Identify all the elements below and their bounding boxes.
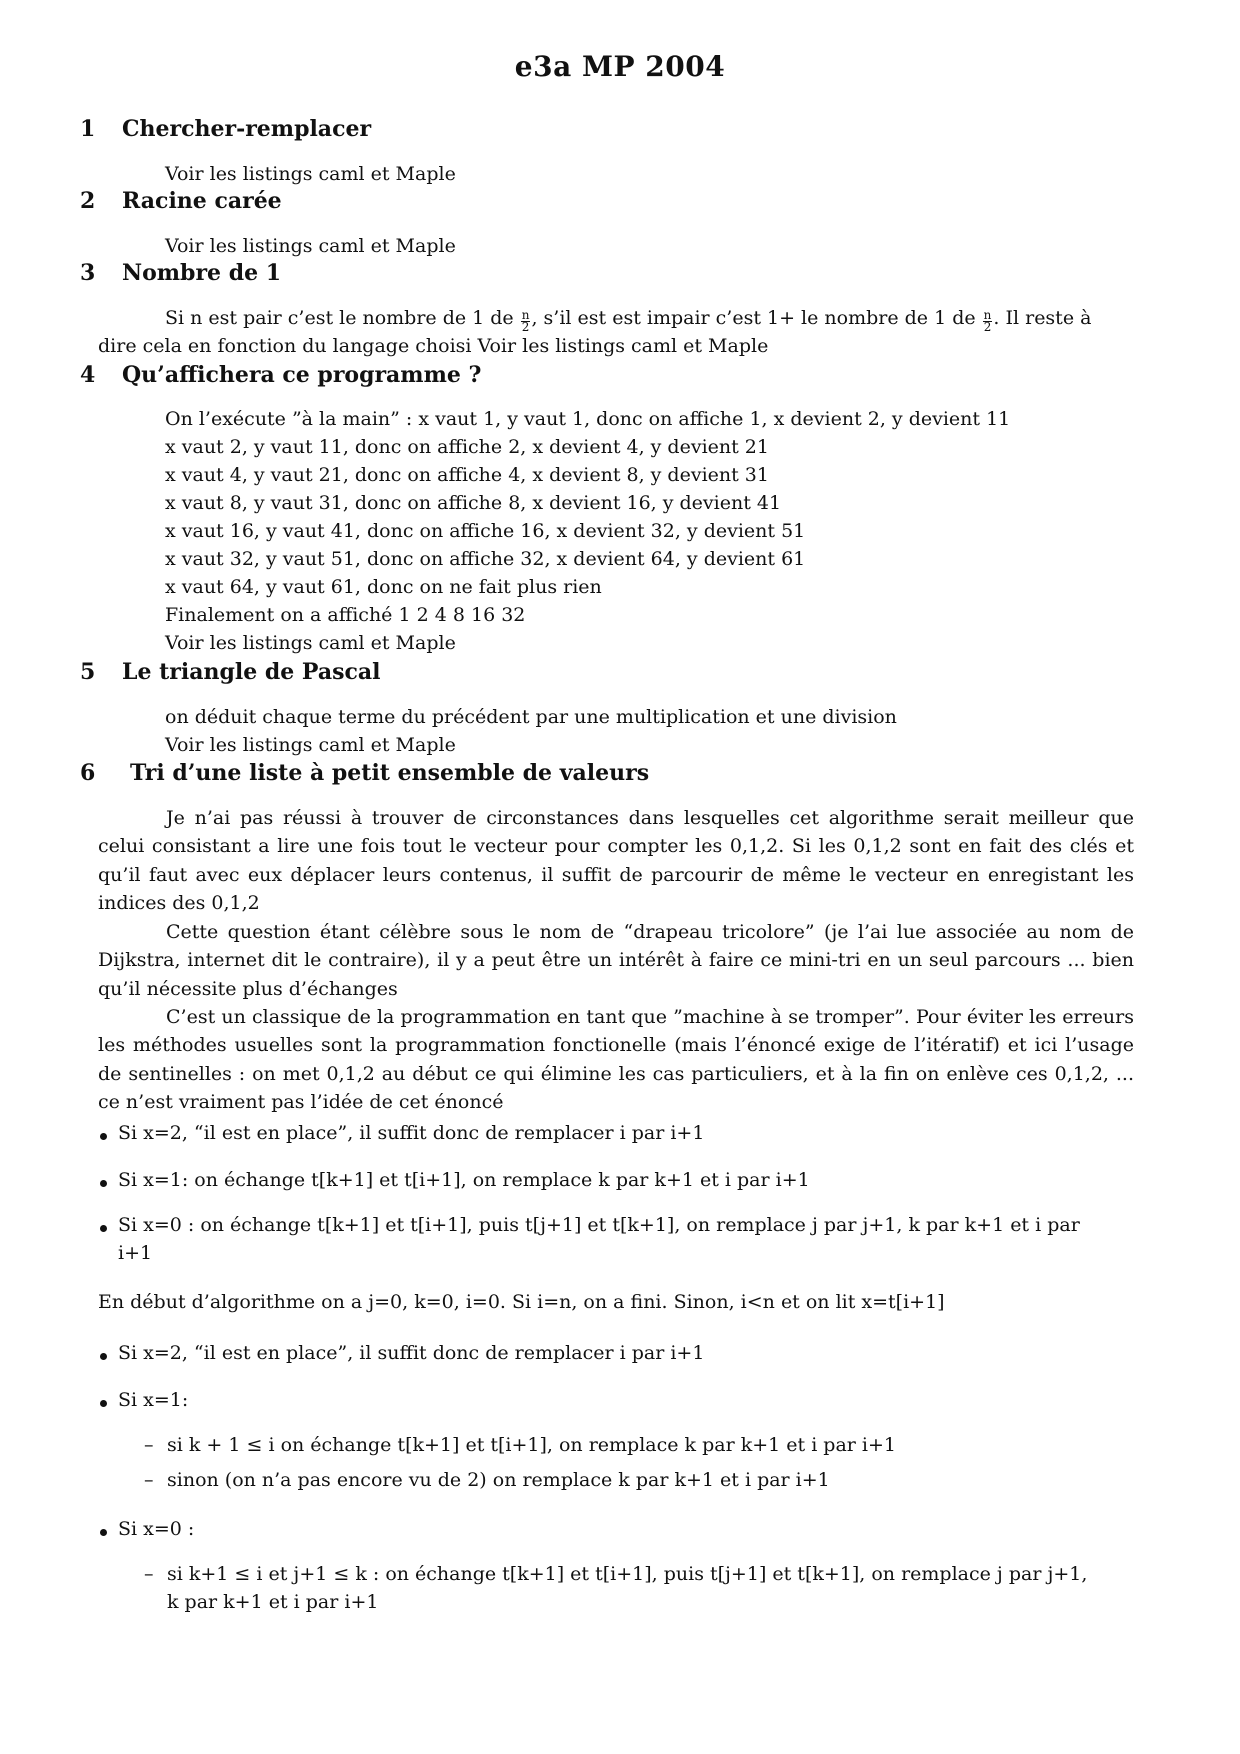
section-heading-4 bbox=[80, 362, 481, 388]
section-3-line-2: dire cela en fonction du langage choisi Voir les listings caml et Maple bbox=[98, 335, 769, 357]
sub-list-item-continuation: k par k+1 et i par i+1 bbox=[167, 1591, 379, 1613]
section-title: Le triangle de Pascal bbox=[122, 659, 381, 685]
section-heading-5 bbox=[80, 659, 381, 685]
list-item: Si x=0 : bbox=[118, 1518, 195, 1540]
dash-marker: – bbox=[144, 1469, 154, 1491]
trace-line: x vaut 32, y vaut 51, donc on affiche 32, x devient 64, y devient 61 bbox=[165, 548, 806, 570]
sub-list-item: si k + 1 ≤ i on échange t[k+1] et t[i+1], on remplace k par k+1 et i par i+1 bbox=[167, 1434, 897, 1456]
bullet-icon bbox=[100, 1400, 107, 1407]
trace-line: x vaut 4, y vaut 21, donc on affiche 4, x devient 8, y devient 31 bbox=[165, 464, 769, 486]
bullet-icon bbox=[100, 1353, 107, 1360]
trace-line: x vaut 8, y vaut 31, donc on affiche 8, x devient 16, y devient 41 bbox=[165, 492, 782, 514]
trace-line: Finalement on a affiché 1 2 4 8 16 32 bbox=[165, 604, 526, 626]
dash-marker: – bbox=[144, 1434, 154, 1456]
section-title: Tri d’une liste à petit ensemble de valeurs bbox=[130, 760, 650, 786]
section-number: 2 bbox=[80, 188, 96, 214]
fraction-n-over-2: $\frac{n}{2}$ bbox=[983, 308, 992, 334]
list-item: Si x=1: on échange t[k+1] et t[i+1], on remplace k par k+1 et i par i+1 bbox=[118, 1169, 810, 1191]
section-title: Qu’affichera ce programme ? bbox=[122, 362, 482, 388]
list-item-continuation: i+1 bbox=[118, 1242, 153, 1264]
bullet-icon bbox=[100, 1180, 107, 1187]
list-item: Si x=2, “il est en place”, il suffit donc de remplacer i par i+1 bbox=[118, 1122, 705, 1144]
section-2-text: Voir les listings caml et Maple bbox=[165, 235, 456, 257]
section-number: 6 bbox=[80, 760, 96, 786]
paragraph: Cette question étant célèbre sous le nom de “drapeau tricolore” (je l’ai lue associée au nom de Dijkstra, internet dit le contraire), il y a peut être un intérêt à faire ce mini-tri en un seul parcours ... bien qu’il nécessite plus d’échanges bbox=[98, 921, 1134, 1000]
trace-line: x vaut 2, y vaut 11, donc on affiche 2, x devient 4, y devient 21 bbox=[165, 436, 769, 458]
section-3-line-1: Si n est pair c’est le nombre de 1 de $\frac{n}{2}$ , s’il est est impair c’est 1+ le nombre de 1 de $\frac{n}{2}$ . Il reste à bbox=[165, 307, 1092, 334]
list-item: Si x=1: bbox=[118, 1389, 189, 1411]
section-5-line: on déduit chaque terme du précédent par une multiplication et une division bbox=[165, 706, 897, 728]
bullet-icon bbox=[100, 1529, 107, 1536]
list-item: Si x=2, “il est en place”, il suffit donc de remplacer i par i+1 bbox=[118, 1342, 705, 1364]
trace-line: x vaut 16, y vaut 41, donc on affiche 16, x devient 32, y devient 51 bbox=[165, 520, 806, 542]
paragraph: Je n’ai pas réussi à trouver de circonstances dans lesquelles cet algorithme serait meilleur que celui consistant a lire une fois tout le vecteur pour compter les 0,1,2. Si les 0,1,2 sont en fait des clés et qu’il faut avec eux déplacer leurs contenus, il suffit de parcourir de même le vecteur en enregistant les indices des 0,1,2 bbox=[98, 807, 1134, 915]
section-heading-3 bbox=[80, 260, 281, 286]
bullet-icon bbox=[100, 1133, 107, 1140]
section-number: 3 bbox=[80, 260, 96, 286]
paragraph: C’est un classique de la programmation en tant que ”machine à se tromper”. Pour éviter les erreurs les méthodes usuelles sont la programmation fonctionelle (mais l’énoncé exige de l’itératif) et ici l’usage de sentinelles : on met 0,1,2 au début ce qui élimine les cas particuliers, et à la fin on enlève ces 0,1,2, ... ce n’est vraiment pas l’idée de cet énoncé bbox=[98, 1006, 1134, 1114]
dash-marker: – bbox=[144, 1563, 154, 1585]
sub-list-item: sinon (on n’a pas encore vu de 2) on remplace k par k+1 et i par i+1 bbox=[167, 1469, 830, 1491]
bullet-icon bbox=[100, 1225, 107, 1232]
section-title: Chercher-remplacer bbox=[122, 116, 372, 142]
section-heading-2 bbox=[80, 188, 282, 214]
section-1-text: Voir les listings caml et Maple bbox=[165, 163, 456, 185]
section-heading-6 bbox=[80, 760, 649, 786]
trace-line: x vaut 64, y vaut 61, donc on ne fait plus rien bbox=[165, 576, 602, 598]
section-number: 1 bbox=[80, 116, 96, 142]
list-item: Si x=0 : on échange t[k+1] et t[i+1], puis t[j+1] et t[k+1], on remplace j par j+1, k par k+1 et i par bbox=[118, 1214, 1080, 1236]
trace-line: On l’exécute ”à la main” : x vaut 1, y vaut 1, donc on affiche 1, x devient 2, y devient 11 bbox=[165, 408, 1011, 430]
section-5-line: Voir les listings caml et Maple bbox=[165, 734, 456, 756]
section-title: Racine carée bbox=[122, 188, 282, 214]
document-title: e3a MP 2004 bbox=[514, 50, 726, 83]
paragraph: En début d’algorithme on a j=0, k=0, i=0. Si i=n, on a fini. Sinon, i<n et on lit x=t[i+1] bbox=[98, 1291, 945, 1313]
section-number: 4 bbox=[80, 362, 96, 388]
sub-list-item: si k+1 ≤ i et j+1 ≤ k : on échange t[k+1] et t[i+1], puis t[j+1] et t[k+1], on remplace j par j+1, bbox=[167, 1563, 1088, 1585]
section-title: Nombre de 1 bbox=[122, 260, 282, 286]
section-number: 5 bbox=[80, 659, 96, 685]
fraction-n-over-2: $\frac{n}{2}$ bbox=[521, 308, 530, 334]
trace-line: Voir les listings caml et Maple bbox=[165, 632, 456, 654]
section-heading-1 bbox=[80, 116, 371, 142]
